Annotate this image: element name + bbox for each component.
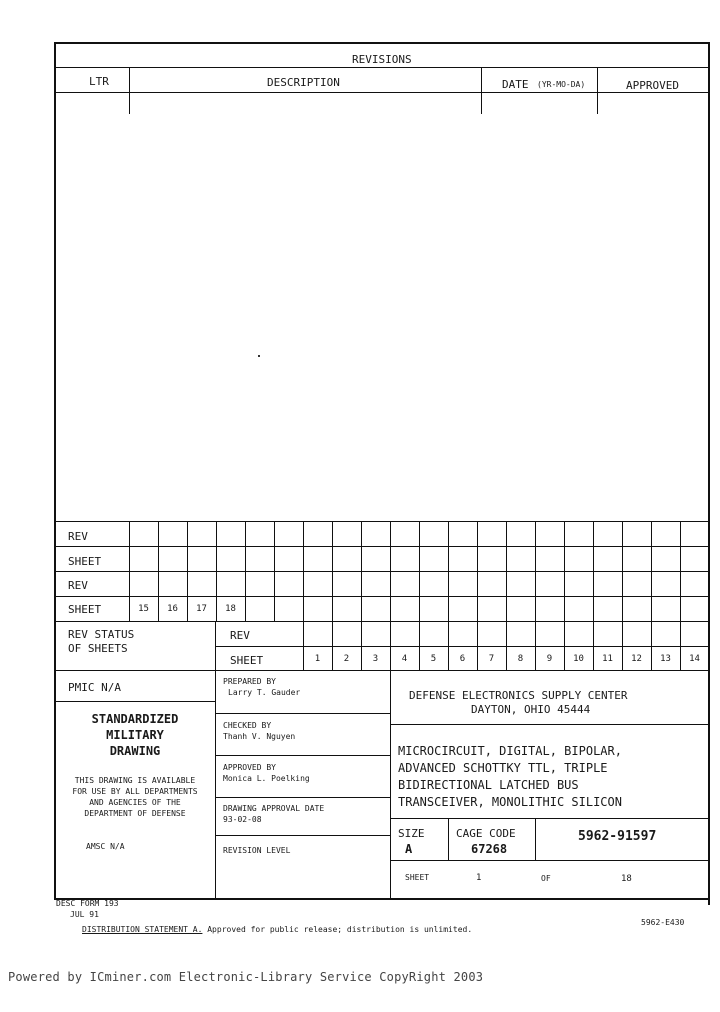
status-sheet-number: 2 (343, 654, 350, 664)
title-line-1: MICROCIRCUIT, DIGITAL, BIPOLAR, (398, 744, 622, 758)
status-sheet-number: 6 (459, 654, 466, 664)
prepared-by-name: Larry T. Gauder (228, 688, 301, 697)
grid-column-line (129, 521, 130, 621)
grid-column-line (216, 521, 217, 621)
grid-column-line (535, 521, 536, 621)
distribution-text: Approved for public release; distribution is unlimited. (202, 925, 473, 934)
frame-bottom (54, 898, 709, 900)
sheet-value: 1 (476, 873, 482, 883)
rev-status-label-2: OF SHEETS (68, 642, 128, 655)
checked-by-label: CHECKED BY (223, 721, 272, 730)
distribution-statement (82, 926, 472, 934)
revisions-title: REVISIONS (352, 53, 412, 66)
grid-column-line (564, 521, 565, 621)
prepared-by-label: PREPARED BY (223, 677, 276, 686)
status-sheet-number: 9 (546, 654, 553, 664)
rev-status-label: REV STATUS (68, 628, 135, 641)
status-sheet-number: 12 (631, 654, 642, 664)
status-sheet-number: 14 (689, 654, 700, 664)
rev-status-sheet-label: SHEET (230, 654, 264, 667)
of-label: OF (541, 874, 551, 883)
status-sheet-number: 1 (314, 654, 321, 664)
grid-row-label: REV (68, 530, 88, 543)
approved-by-label: APPROVED BY (223, 763, 276, 772)
stray-mark (258, 355, 260, 357)
powered-by-footer: Powered by ICminer.com Electronic-Library Service CopyRight 2003 (8, 970, 484, 984)
sheet-label: SHEET (405, 873, 430, 882)
grid-sheet-number: 18 (225, 604, 236, 614)
smd-avail-4: DEPARTMENT OF DEFENSE (84, 809, 186, 818)
form-code: 5962-E430 (641, 918, 685, 927)
cage-code-value: 67268 (471, 842, 508, 856)
grid-column-line (680, 521, 681, 621)
checked-by-name: Thanh V. Nguyen (223, 732, 296, 741)
smd-avail-1: THIS DRAWING IS AVAILABLE (74, 776, 196, 785)
status-sheet-number: 10 (573, 654, 584, 664)
grid-column-line (651, 521, 652, 621)
col-date-header: DATE (502, 78, 529, 91)
col-approved-header: APPROVED (626, 79, 679, 92)
smd-title-3: DRAWING (109, 744, 161, 758)
of-value: 18 (621, 874, 632, 884)
size-value: A (405, 842, 413, 856)
col-date-format: (YR-MO-DA) (537, 80, 586, 89)
grid-column-line (274, 521, 275, 621)
smd-avail-3: AND AGENCIES OF THE (89, 798, 181, 807)
frame-right (708, 42, 710, 905)
smd-avail-2: FOR USE BY ALL DEPARTMENTS (72, 787, 198, 796)
agency-line-1: DEFENSE ELECTRONICS SUPPLY CENTER (409, 689, 628, 702)
size-label: SIZE (398, 827, 425, 840)
grid-column-line (332, 521, 333, 621)
grid-column-line (419, 521, 420, 621)
grid-column-line (187, 521, 188, 621)
grid-column-line (448, 521, 449, 621)
grid-column-line (593, 521, 594, 621)
grid-row-label: REV (68, 579, 88, 592)
grid-column-line (477, 521, 478, 621)
smd-title-1: STANDARDIZED (91, 712, 179, 726)
document-number: 5962-91597 (578, 829, 657, 844)
frame-left (54, 42, 56, 899)
agency-line-2: DAYTON, OHIO 45444 (471, 703, 591, 716)
grid-column-line (303, 521, 304, 621)
distribution-lead: DISTRIBUTION STATEMENT A. (82, 925, 203, 934)
smd-title-2: MILITARY (106, 728, 164, 742)
grid-column-line (390, 521, 391, 621)
status-sheet-number: 11 (602, 654, 613, 664)
approved-by-name: Monica L. Poelking (223, 774, 310, 783)
approval-date-label: DRAWING APPROVAL DATE (223, 804, 325, 813)
revision-level-label: REVISION LEVEL (223, 846, 291, 855)
status-sheet-number: 5 (430, 654, 437, 664)
grid-sheet-number: 17 (196, 604, 207, 614)
grid-column-line (158, 521, 159, 621)
frame-top (54, 42, 709, 44)
grid-column-line (245, 521, 246, 621)
grid-column-line (361, 521, 362, 621)
rev-status-rev-label: REV (230, 629, 250, 642)
title-line-4: TRANSCEIVER, MONOLITHIC SILICON (398, 795, 622, 809)
status-sheet-number: 7 (488, 654, 495, 664)
amsc-label: AMSC N/A (86, 842, 125, 851)
grid-column-line (506, 521, 507, 621)
title-line-3: BIDIRECTIONAL LATCHED BUS (398, 778, 579, 792)
grid-column-line (622, 521, 623, 621)
title-line-2: ADVANCED SCHOTTKY TTL, TRIPLE (398, 761, 608, 775)
grid-sheet-number: 16 (167, 604, 178, 614)
form-date: JUL 91 (70, 910, 99, 919)
grid-row-label: SHEET (68, 555, 102, 568)
grid-row-label: SHEET (68, 603, 102, 616)
col-description-header: DESCRIPTION (267, 76, 340, 89)
approval-date-value: 93-02-08 (223, 815, 262, 824)
col-ltr-header: LTR (89, 75, 109, 88)
grid-sheet-number: 15 (138, 604, 149, 614)
status-sheet-number: 13 (660, 654, 671, 664)
cage-code-label: CAGE CODE (456, 827, 516, 840)
status-sheet-number: 4 (401, 654, 408, 664)
pmic-label: PMIC N/A (68, 681, 121, 694)
status-sheet-number: 8 (517, 654, 524, 664)
form-number: DESC FORM 193 (56, 899, 119, 908)
status-sheet-number: 3 (372, 654, 379, 664)
